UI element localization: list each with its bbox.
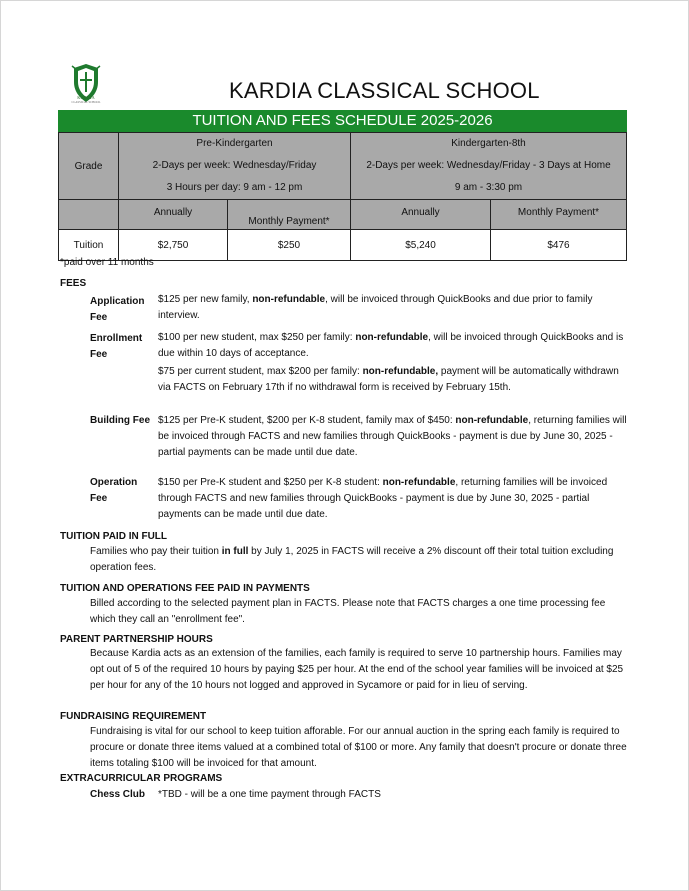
- col-header: Annually: [119, 200, 228, 230]
- building-fee-label: Building Fee: [90, 415, 150, 426]
- col-header: Annually: [351, 200, 491, 230]
- enrollment-fee-text-1: $100 per new student, max $250 per family: non-refundable, will be invoiced through QuickBooks and is due within 10 days of acceptance.: [158, 332, 624, 359]
- operation-fee-text: $150 per Pre-K student and $250 per K-8 student: non-refundable, returning families will be invoiced through FACTS and new families through QuickBooks - payment is due by June 30, 2025 - partial payments can be made until due date.: [158, 477, 608, 520]
- tuition-full-text: Families who pay their tuition in full by July 1, 2025 in FACTS will receive a 2% discount off their total tuition excluding operation fees.: [90, 546, 614, 573]
- grade-header: Grade: [59, 133, 119, 200]
- enrollment-fee-label: Enrollment Fee: [90, 333, 143, 360]
- table-subheader-row: [59, 200, 627, 230]
- fundraising-text: Fundraising is vital for our school to keep tuition afforable. For our annual auction in the spring each family is required to procure or donate three items valued at a combined total of $100 or more. Any family that doesn't procure or donate three items totaling $100 will be invoiced for that amount.: [90, 726, 627, 769]
- enrollment-fee-text-2: $75 per current student, max $200 per family: non-refundable, payment will be automatically withdrawn via FACTS on February 17th if no withdrawal form is received by February 15th.: [158, 366, 619, 393]
- fundraising-heading: FUNDRAISING REQUIREMENT: [60, 711, 207, 722]
- prek-days: 2-Days per week: Wednesday/Friday: [152, 160, 317, 171]
- cell-value: $250: [228, 230, 351, 261]
- cell-value: $5,240: [351, 230, 491, 261]
- application-fee-label: Application Fee: [90, 296, 145, 323]
- prek-header: [119, 133, 351, 200]
- table-footnote: *paid over 11 months: [60, 257, 154, 268]
- prek-name: Pre-Kindergarten: [196, 138, 273, 149]
- chess-club-text: *TBD - will be a one time payment through FACTS: [158, 789, 381, 800]
- tuition-row: [59, 230, 627, 261]
- row-label: Tuition: [59, 230, 119, 261]
- logo-subtitle: CLASSICAL SCHOOL: [71, 100, 101, 104]
- schedule-banner: TUITION AND FEES SCHEDULE 2025-2026: [58, 110, 627, 132]
- table-header-row: [59, 133, 627, 200]
- tuition-full-heading: TUITION PAID IN FULL: [60, 531, 168, 542]
- extracurricular-heading: EXTRACURRICULAR PROGRAMS: [60, 773, 223, 784]
- k8-hours: 9 am - 3:30 pm: [454, 182, 523, 193]
- tuition-table: [58, 132, 627, 261]
- chess-club-label: Chess Club: [90, 789, 146, 800]
- k8-days: 2-Days per week: Wednesday/Friday - 3 Days at Home: [366, 160, 611, 171]
- col-header: Monthly Payment*: [491, 200, 627, 230]
- col-header: Monthly Payment*: [228, 200, 351, 230]
- k8-header: [351, 133, 627, 200]
- building-fee-text: $125 per Pre-K student, $200 per K-8 student, family max of $450: non-refundable, returning families will be invoiced through FACTS and new families through QuickBooks - payment is due by June 30, 2025 - partial payments can be made until due date.: [158, 415, 627, 458]
- application-fee-text: $125 per new family, non-refundable, will be invoiced through QuickBooks and due prior to family interview.: [158, 294, 593, 321]
- logo-name: KARDIA: [77, 95, 95, 100]
- partnership-heading: PARENT PARTNERSHIP HOURS: [60, 634, 213, 645]
- fees-heading: FEES: [60, 278, 87, 289]
- k8-name: Kindergarten-8th: [451, 138, 526, 149]
- empty-cell: [59, 200, 119, 230]
- payments-text: Billed according to the selected payment plan in FACTS. Please note that FACTS charges a one time processing fee which they call an "enrollment fee".: [90, 598, 606, 625]
- prek-hours: 3 Hours per day: 9 am - 12 pm: [166, 182, 303, 193]
- cell-value: $476: [491, 230, 627, 261]
- payments-heading: TUITION AND OPERATIONS FEE PAID IN PAYMENTS: [60, 583, 310, 594]
- partnership-text: Because Kardia acts as an extension of the families, each family is required to serve 10 partnership hours. Families may opt out of 5 of the required 10 hours by paying $25 per hour. At the end of the school year families will be invoiced at $25 per hour for any of the 10 hours not logged and approved in Sycamore or paid for in lieu of serving.: [90, 648, 624, 691]
- operation-fee-label: Operation Fee: [90, 477, 138, 504]
- logo-caption: [64, 95, 108, 105]
- school-title: KARDIA CLASSICAL SCHOOL: [229, 78, 540, 103]
- cell-value: $2,750: [119, 230, 228, 261]
